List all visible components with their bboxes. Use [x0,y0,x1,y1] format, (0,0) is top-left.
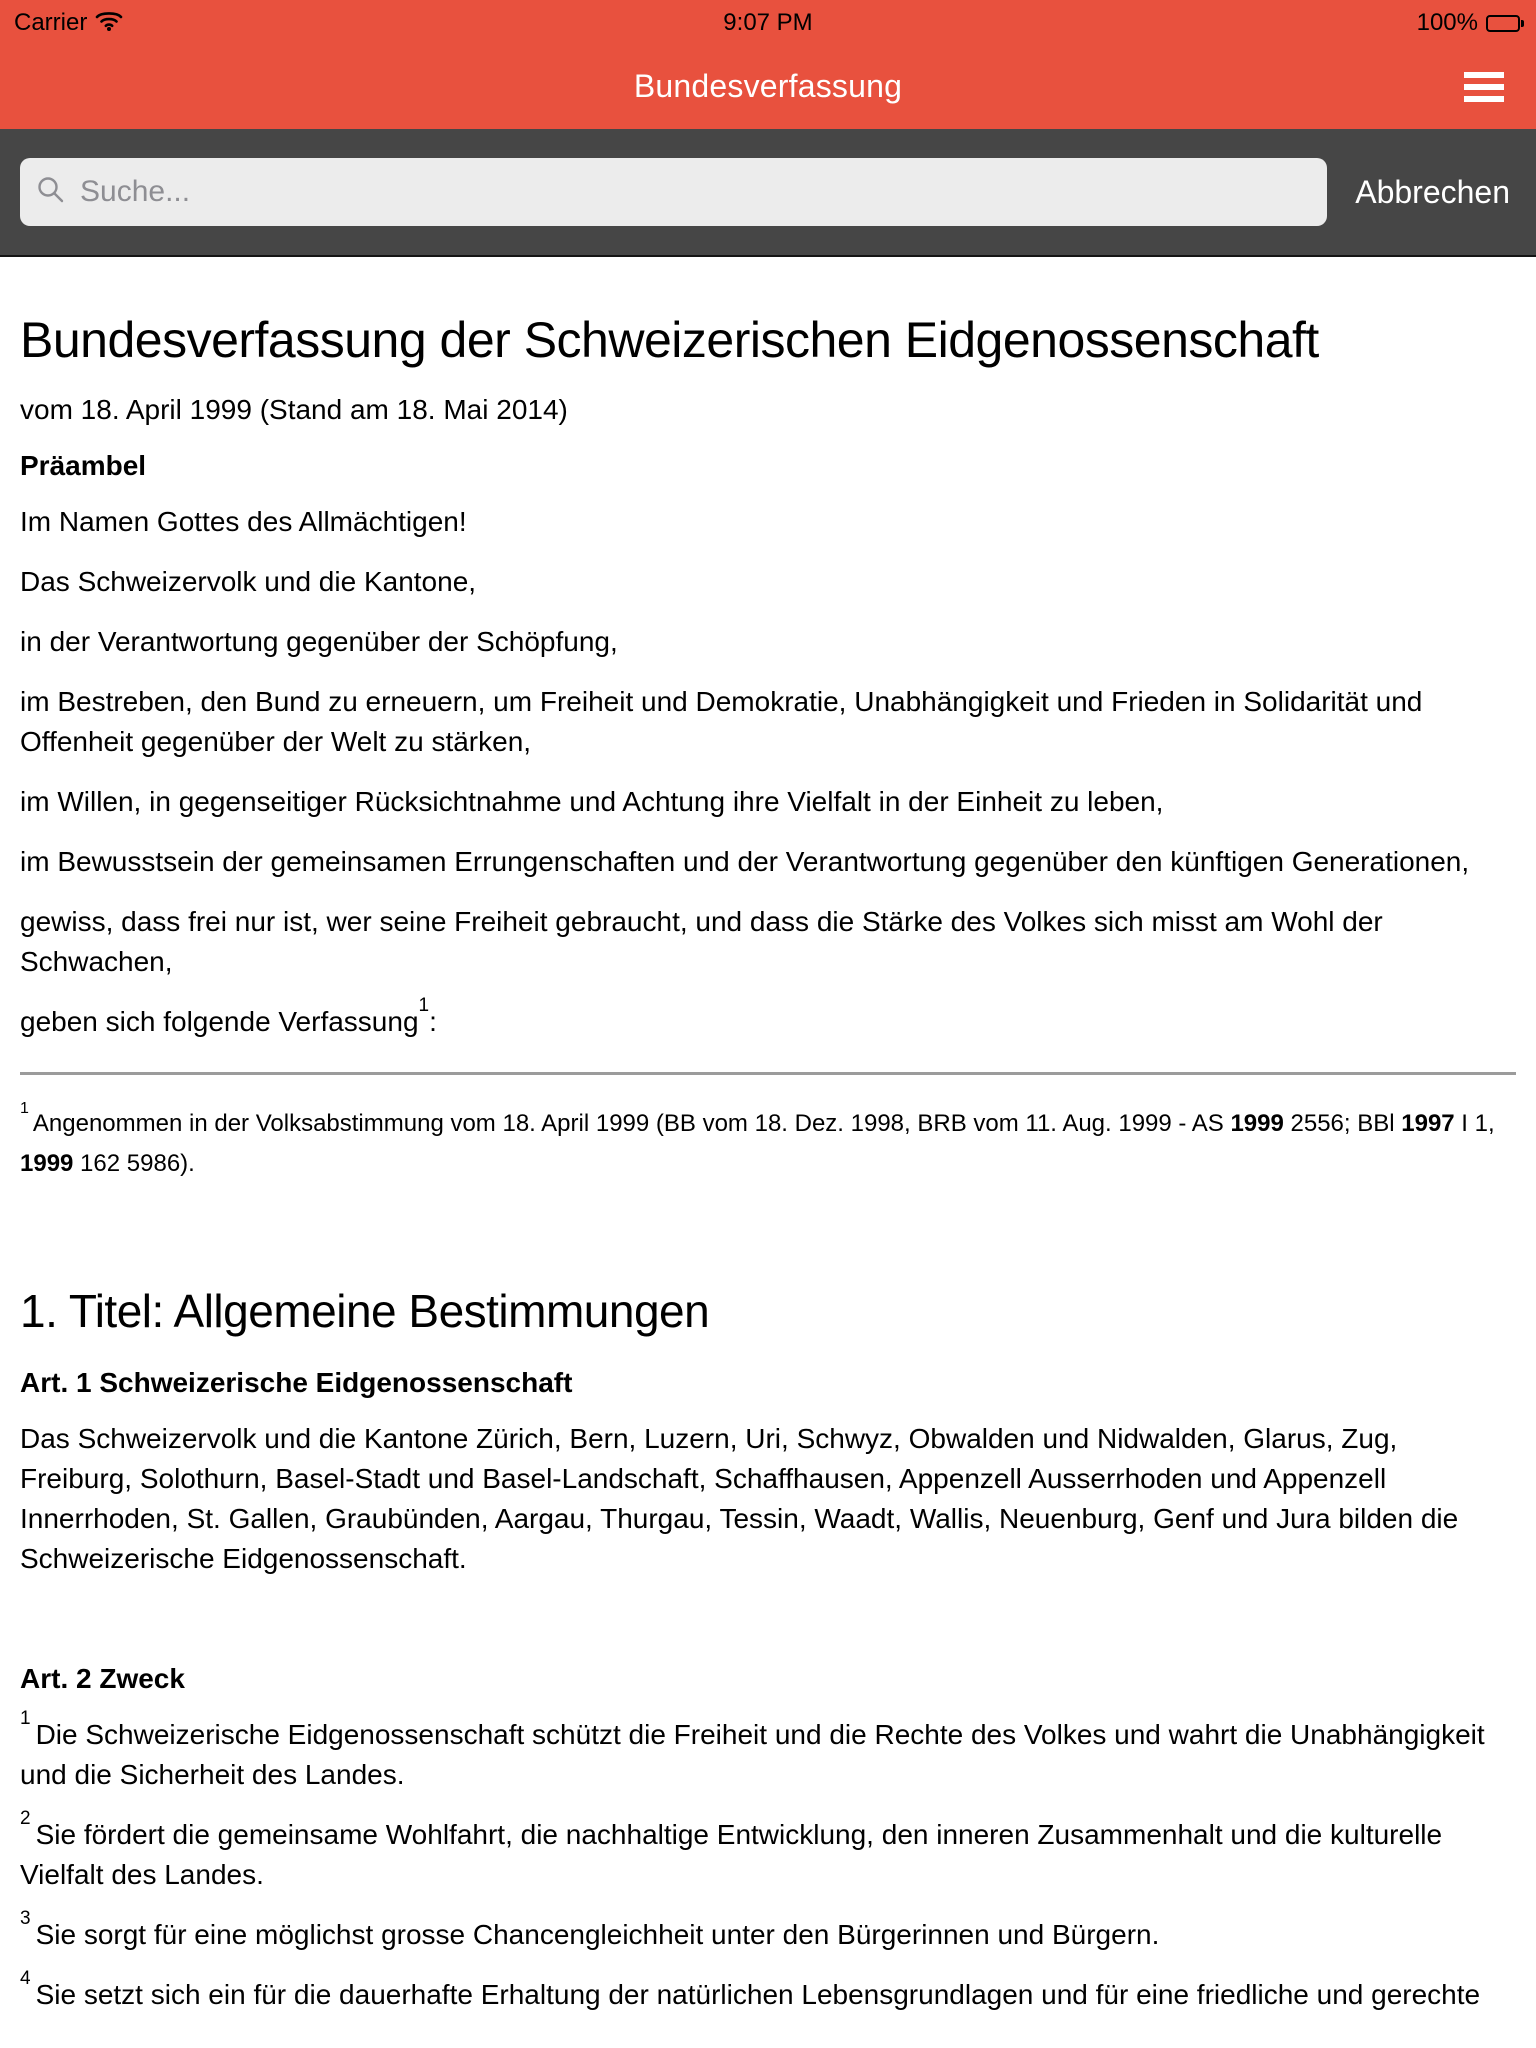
preamble-paragraph: im Bestreben, den Bund zu erneuern, um Freiheit und Demokratie, Unabhängigkeit und Frieden in Solidarität und Offenheit gegenüber der Welt zu stärken, [20,686,1423,757]
battery-icon [1486,15,1524,32]
preamble-closing-line: geben sich folgende Verfassung$^1$: [20,994,437,1037]
article-heading: Art. 1 Schweizerische Eidgenossenschaft [20,1367,573,1398]
carrier-label: Carrier [14,9,88,36]
document-content [0,257,1536,2015]
navigation-bar [0,44,1536,129]
search-bar [0,129,1536,257]
document-title: Bundesverfassung der Schweizerischen Eidgenossenschaft [20,312,1319,368]
article-paragraph: $^2$Sie fördert die gemeinsame Wohlfahrt, die nachhaltige Entwicklung, den inneren Zusammenhalt und die kulturelle Vielfalt des Landes. [20,1807,1443,1890]
preamble-paragraph: gewiss, dass frei nur ist, wer seine Freiheit gebraucht, und dass die Stärke des Volkes sich misst am Wohl der Schwachen, [20,906,1383,977]
preamble-heading: Präambel [20,450,147,481]
cancel-button[interactable]: Abbrechen [1355,173,1510,210]
document-date: vom 18. April 1999 (Stand am 18. Mai 2014) [20,394,568,425]
status-bar [0,0,1536,44]
article-paragraph: $^4$Sie setzt sich ein für die dauerhafte Erhaltung der natürlichen Lebensgrundlagen und für eine friedliche und gerechte [20,1967,1481,2010]
article-heading: Art. 2 Zweck [20,1663,185,1694]
clock: 9:07 PM [723,9,813,36]
preamble-paragraph: Das Schweizervolk und die Kantone, [20,566,477,597]
app-header [0,0,1536,129]
article-paragraph: $^1$Die Schweizerische Eidgenossenschaft schützt die Freiheit und die Rechte des Volkes und wahrt die Unabhängigkeit und die Sicherheit des Landes. [20,1707,1485,1790]
menu-icon[interactable] [1464,68,1504,106]
article-paragraph: Das Schweizervolk und die Kantone Zürich, Bern, Luzern, Uri, Schwyz, Obwalden und Nidwalden, Glarus, Zug, Freiburg, Solothurn, Basel-Stadt und Basel-Landschaft, Schaffhausen, Appenzell Ausserrhoden und Appenzell Innerrhoden, St. Gallen, Graubünden, Aargau, Thurgau, Tessin, Waadt, Wallis, Neuenburg, Genf und Jura bilden die Schweizerische Eidgenossenschaft. [20,1423,1459,1574]
nav-title: Bundesverfassung [633,68,903,104]
search-icon [36,175,66,210]
battery-percent: 100% [1416,9,1478,36]
search-field[interactable] [20,158,1327,226]
footnote-text: $^1$Angenommen in der Volksabstimmung vom 18. April 1999 (BB vom 18. Dez. 1998, BRB vom 11. Aug. 1999 - AS 1999 2556; BBl 1997 I 1, 1999 162 5986). [20,1100,1495,1177]
search-input[interactable] [78,174,1311,210]
preamble-paragraph: im Bewusstsein der gemeinsamen Errungenschaften und der Verantwortung gegenüber den künftigen Generationen, [20,846,1470,877]
preamble-paragraph: im Willen, in gegenseitiger Rücksichtnahme und Achtung ihre Vielfalt in der Einheit zu leben, [20,786,1164,817]
footnote-reference[interactable]: 1 [418,994,430,1016]
preamble-paragraph: in der Verantwortung gegenüber der Schöpfung, [20,626,618,657]
article-paragraph: $^3$Sie sorgt für eine möglichst grosse Chancengleichheit unter den Bürgerinnen und Bürgern. [20,1907,1160,1950]
footnote-number: 1 [20,1100,29,1117]
preamble-paragraph: Im Namen Gottes des Allmächtigen! [20,506,467,537]
section-heading: 1. Titel: Allgemeine Bestimmungen [20,1285,710,1337]
footnote-divider [20,1072,1516,1075]
